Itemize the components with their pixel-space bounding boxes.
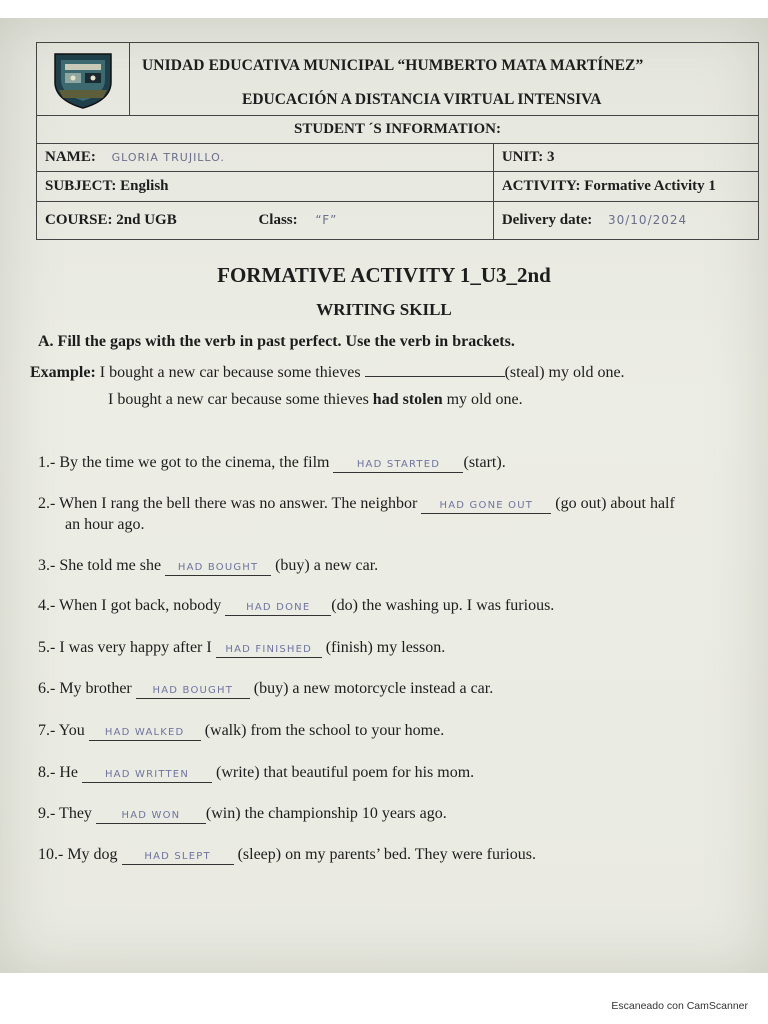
question-4 [38, 595, 554, 616]
question-tail: (write) that beautiful poem for his mom. [215, 764, 475, 781]
question-text: My dog [67, 846, 118, 863]
answer-field[interactable]: HAD SLEPT [122, 850, 234, 865]
question-tail: (walk) from the school to your home. [204, 722, 445, 739]
question-number: 9.- [38, 805, 56, 822]
question-text: He [59, 764, 78, 781]
question-tail: (go out) about half [555, 495, 675, 512]
question-text: My brother [59, 680, 132, 697]
school-title-cell [130, 43, 759, 116]
student-info-title: STUDENT ´S INFORMATION: [37, 116, 759, 144]
question-text: By the time we got to the cinema, the film [59, 454, 330, 471]
course-text: COURSE: 2nd UGB [45, 212, 177, 228]
name-label: NAME: [45, 149, 96, 165]
question-3 [38, 555, 378, 576]
class-value: “F” [315, 213, 338, 227]
example-answer-start: I bought a new car because some thieves [108, 391, 369, 408]
delivery-value: 30/10/2024 [607, 213, 688, 227]
example-answer-bold: had stolen [372, 391, 443, 408]
question-10 [38, 844, 536, 865]
question-text: She told me she [59, 557, 162, 574]
question-tail: (do) the washing up. I was furious. [331, 597, 555, 614]
question-tail: (finish) my lesson. [325, 639, 446, 656]
school-crest-icon [51, 48, 115, 110]
logo-cell [37, 43, 130, 116]
example-end: (steal) my old one. [504, 364, 625, 381]
scanned-page [0, 18, 768, 973]
question-tail: (buy) a new car. [275, 557, 379, 574]
question-2-continued: an hour ago. [65, 516, 145, 533]
scanner-watermark: Escaneado con CamScanner [611, 1000, 748, 1012]
example-start: I bought a new car because some thieves [99, 364, 361, 381]
question-text: I was very happy after I [59, 639, 212, 656]
answer-field[interactable]: HAD STARTED [333, 458, 463, 473]
question-5 [38, 637, 445, 658]
question-number: 5.- [38, 639, 56, 656]
question-text: When I rang the bell there was no answer. The neighbor [59, 495, 418, 512]
class-label: Class: [258, 212, 298, 228]
example-blank [365, 362, 505, 377]
question-number: 2.- [38, 495, 56, 512]
answer-field[interactable]: HAD BOUGHT [136, 684, 250, 699]
header-table [36, 42, 759, 240]
question-number: 10.- [38, 846, 64, 863]
name-value: GLORIA TRUJILLO. [111, 151, 225, 164]
question-number: 6.- [38, 680, 56, 697]
question-number: 1.- [38, 454, 56, 471]
instruction: A. Fill the gaps with the verb in past perfect. Use the verb in brackets. [38, 333, 515, 350]
question-1 [38, 452, 506, 473]
school-name: UNIDAD EDUCATIVA MUNICIPAL “HUMBERTO MATA MARTÍNEZ” [142, 57, 644, 74]
question-number: 8.- [38, 764, 56, 781]
question-9 [38, 803, 447, 824]
question-tail: (win) the championship 10 years ago. [205, 805, 447, 822]
unit-cell: UNIT: 3 [493, 144, 758, 172]
question-number: 7.- [38, 722, 56, 739]
answer-field[interactable]: HAD WRITTEN [82, 768, 212, 783]
question-7 [38, 720, 444, 741]
answer-field[interactable]: HAD GONE OUT [421, 499, 551, 514]
question-tail: (sleep) on my parents’ bed. They were furious. [237, 846, 536, 863]
question-text: When I got back, nobody [59, 597, 222, 614]
question-6 [38, 678, 493, 699]
example-answer-end: my old one. [446, 391, 523, 408]
answer-field[interactable]: HAD FINISHED [216, 643, 322, 658]
question-number: 4.- [38, 597, 56, 614]
answer-field[interactable]: HAD DONE [225, 601, 331, 616]
program-name: EDUCACIÓN A DISTANCIA VIRTUAL INTENSIVA [242, 91, 602, 108]
question-2 [38, 493, 675, 514]
question-tail: (buy) a new motorcycle instead a car. [253, 680, 494, 697]
question-number: 3.- [38, 557, 56, 574]
example-answer [108, 391, 523, 409]
question-tail: (start). [463, 454, 506, 471]
question-8 [38, 762, 474, 783]
example-label: Example: [30, 364, 96, 381]
question-text: You [58, 722, 85, 739]
name-cell [37, 144, 494, 172]
document-subtitle: WRITING SKILL [316, 300, 452, 319]
subject-cell: SUBJECT: English [37, 172, 494, 202]
activity-cell: ACTIVITY: Formative Activity 1 [493, 172, 758, 202]
answer-field[interactable]: HAD WALKED [89, 726, 201, 741]
course-cell [37, 202, 494, 240]
answer-field[interactable]: HAD WON [96, 809, 206, 824]
delivery-cell [493, 202, 758, 240]
question-text: They [59, 805, 92, 822]
delivery-label: Delivery date: [501, 212, 593, 228]
document-title: FORMATIVE ACTIVITY 1_U3_2nd [217, 263, 551, 287]
example-sentence [30, 362, 625, 382]
answer-field[interactable]: HAD BOUGHT [165, 561, 271, 576]
